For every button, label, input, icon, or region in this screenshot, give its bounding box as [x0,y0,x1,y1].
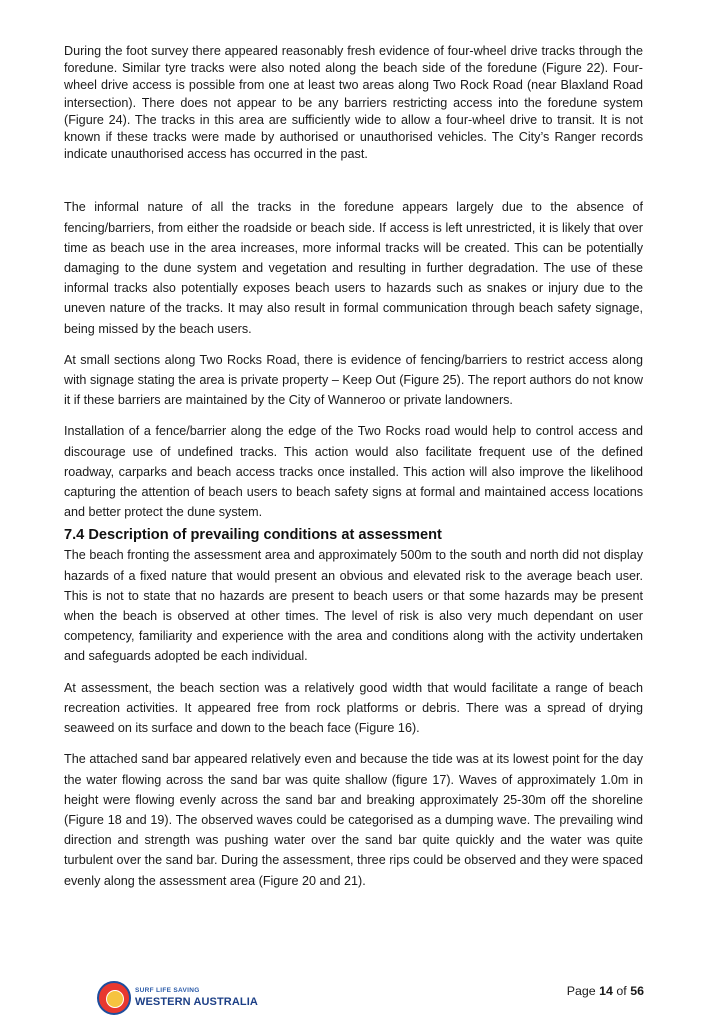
section-heading: 7.4 Description of prevailing conditions at assessment [64,527,442,544]
surf-life-saving-logo [97,981,258,1015]
spacer [64,410,643,421]
paragraph-beach-hazards: The beach fronting the assessment area and approximately 500m to the south and north did not display hazards of a fixed nature that would present an obvious and elevated risk to the average beach user. This is not to state that no hazards are present to beach users or that some hazards may be present when the beach is observed at other times. The level of risk is also very much dependant on user competency, familiarity and experience with the area and conditions along with the activity undertaken and safeguards adopted be each individual. [64,548,643,664]
spacer [64,339,643,350]
paragraph-informal-tracks: The informal nature of all the tracks in the foredune appears largely due to the absence of fencing/barriers, from either the roadside or beach side. If access is left unrestricted, it is likely that over time as beach use in the area increases, more informal tracks will be created. This can be potentially damaging to the dune system and vegetation and resulting in further degradation. The use of these informal tracks also potentially exposes beach users to hazards such as snakes or injury due to the uneven nature of the tracks. It may also result in formal communication through beach safety signage, being missed by the beach users. [64,200,643,336]
page-footer [0,976,706,1021]
lifesaver-badge-icon [97,981,131,1015]
page-current: 14 [599,984,613,998]
spacer [64,667,643,678]
paragraph-sand-bar: The attached sand bar appeared relatively even and because the tide was at its lowest point for the day the water flowing across the sand bar was quite shallow (figure 17). Waves of approximately 1.0m in height were flowing evenly across the sand bar and breaking approximately 25-30m off the shoreline (Figure 18 and 19). The observed waves could be categorised as a dumping wave. The prevailing wind direction and strength was pushing water over the sand bar quite quickly and the water was quite turbulent over the sand bar. During the assessment, three rips could be observed and they were spaced evenly along the assessment area (Figure 20 and 21). [64,752,643,888]
spacer [64,738,643,749]
page-number [567,984,644,998]
page-prefix: Page [566,984,596,998]
logo-text [135,988,258,1008]
badge-center [106,990,124,1008]
page-of: of [616,984,627,998]
paragraph-beach-width: At assessment, the beach section was a relatively good width that would facilitate a range of beach recreation activities. It appeared free from rock platforms or debris. There was a spread of drying seaweed on its surface and down to the beach face (Figure 16). [64,680,643,736]
logo-wordmark: WESTERN AUSTRALIA [135,995,258,1008]
paragraph-four-wheel-drive: During the foot survey there appeared reasonably fresh evidence of four-wheel drive tracks through the foredune. Similar tyre tracks were also noted along the beach side of the foredune (Figure 22). Four-wheel drive access is possible from one at least two areas along Two Rock Road (near Blaxland Road intersection). There does not appear to be any barriers restricting access into the foredune system (Figure 24). The tracks in this area are sufficiently wide to allow a four-wheel drive to transit. It is not known if these tracks were made by authorised or unauthorised vehicles. The City’s Ranger records indicate unauthorised access has occurred in the past. [64,44,643,162]
paragraph-fencing-signage: At small sections along Two Rocks Road, there is evidence of fencing/barriers to restrict access along with signage stating the area is private property – Keep Out (Figure 25). The report authors do not know it if these barriers are maintained by the City of Wanneroo or private landowners. [64,352,643,408]
page-total: 56 [630,984,644,998]
logo-tagline: SURF LIFE SAVING [135,987,200,995]
document-body [64,43,643,891]
spacer [64,163,643,197]
paragraph-fence-installation: Installation of a fence/barrier along the edge of the Two Rocks road would help to control access and discourage use of undefined tracks. This action would also facilitate frequent use of the defined roadway, carparks and beach access tracks once installed. This action will also improve the likelihood capturing the attention of beach users to beach safety signs at formal and maintained access locations and better protect the dune system. [64,424,643,520]
